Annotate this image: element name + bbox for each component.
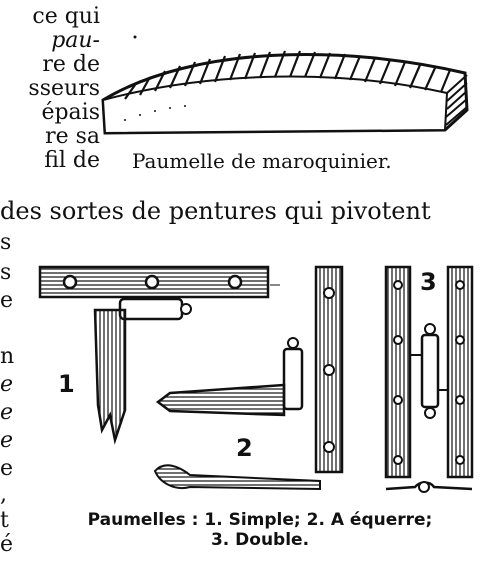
left-lower-line-9: , (0, 482, 7, 507)
body-text-line: des sortes de pentures qui pivotent (0, 197, 431, 225)
left-lower-line-3: e (0, 288, 14, 313)
bottom-caption-line-1: Paumelles : 1. Simple; 2. A équerre; (87, 510, 433, 530)
left-lower-line-8: e (0, 456, 14, 481)
left-lower-line-5: e (0, 372, 14, 397)
bottom-caption-line-2: 3. Double. (210, 530, 310, 550)
left-lower-line-6: e (0, 400, 14, 425)
left-text-line-4: sseurs (28, 76, 100, 101)
left-lower-line-10: t (0, 508, 9, 533)
hinge-double (386, 267, 472, 492)
left-text-line-7: fil de (44, 148, 100, 173)
paumelle-maroquinier-illustration (95, 35, 500, 145)
left-text-line-3: re de (42, 52, 100, 77)
left-text-line-6: re sa (45, 124, 100, 149)
left-text-line-1: ce qui (32, 4, 100, 29)
left-lower-line-4: n (0, 344, 15, 369)
figure-label-1: 1 (58, 370, 75, 398)
top-figure-caption: Paumelle de maroquinier. (132, 149, 392, 173)
figure-label-2: 2 (236, 434, 253, 462)
left-lower-line-7: e (0, 428, 14, 453)
left-lower-line-11: é (0, 532, 14, 557)
left-text-line-2: pau- (51, 28, 100, 53)
bottom-figure-caption (20, 510, 500, 550)
left-text-line-5: épais (41, 100, 100, 125)
left-lower-line-1: s (0, 230, 12, 255)
left-lower-line-2: s (0, 260, 12, 285)
figure-label-3: 3 (420, 268, 437, 296)
